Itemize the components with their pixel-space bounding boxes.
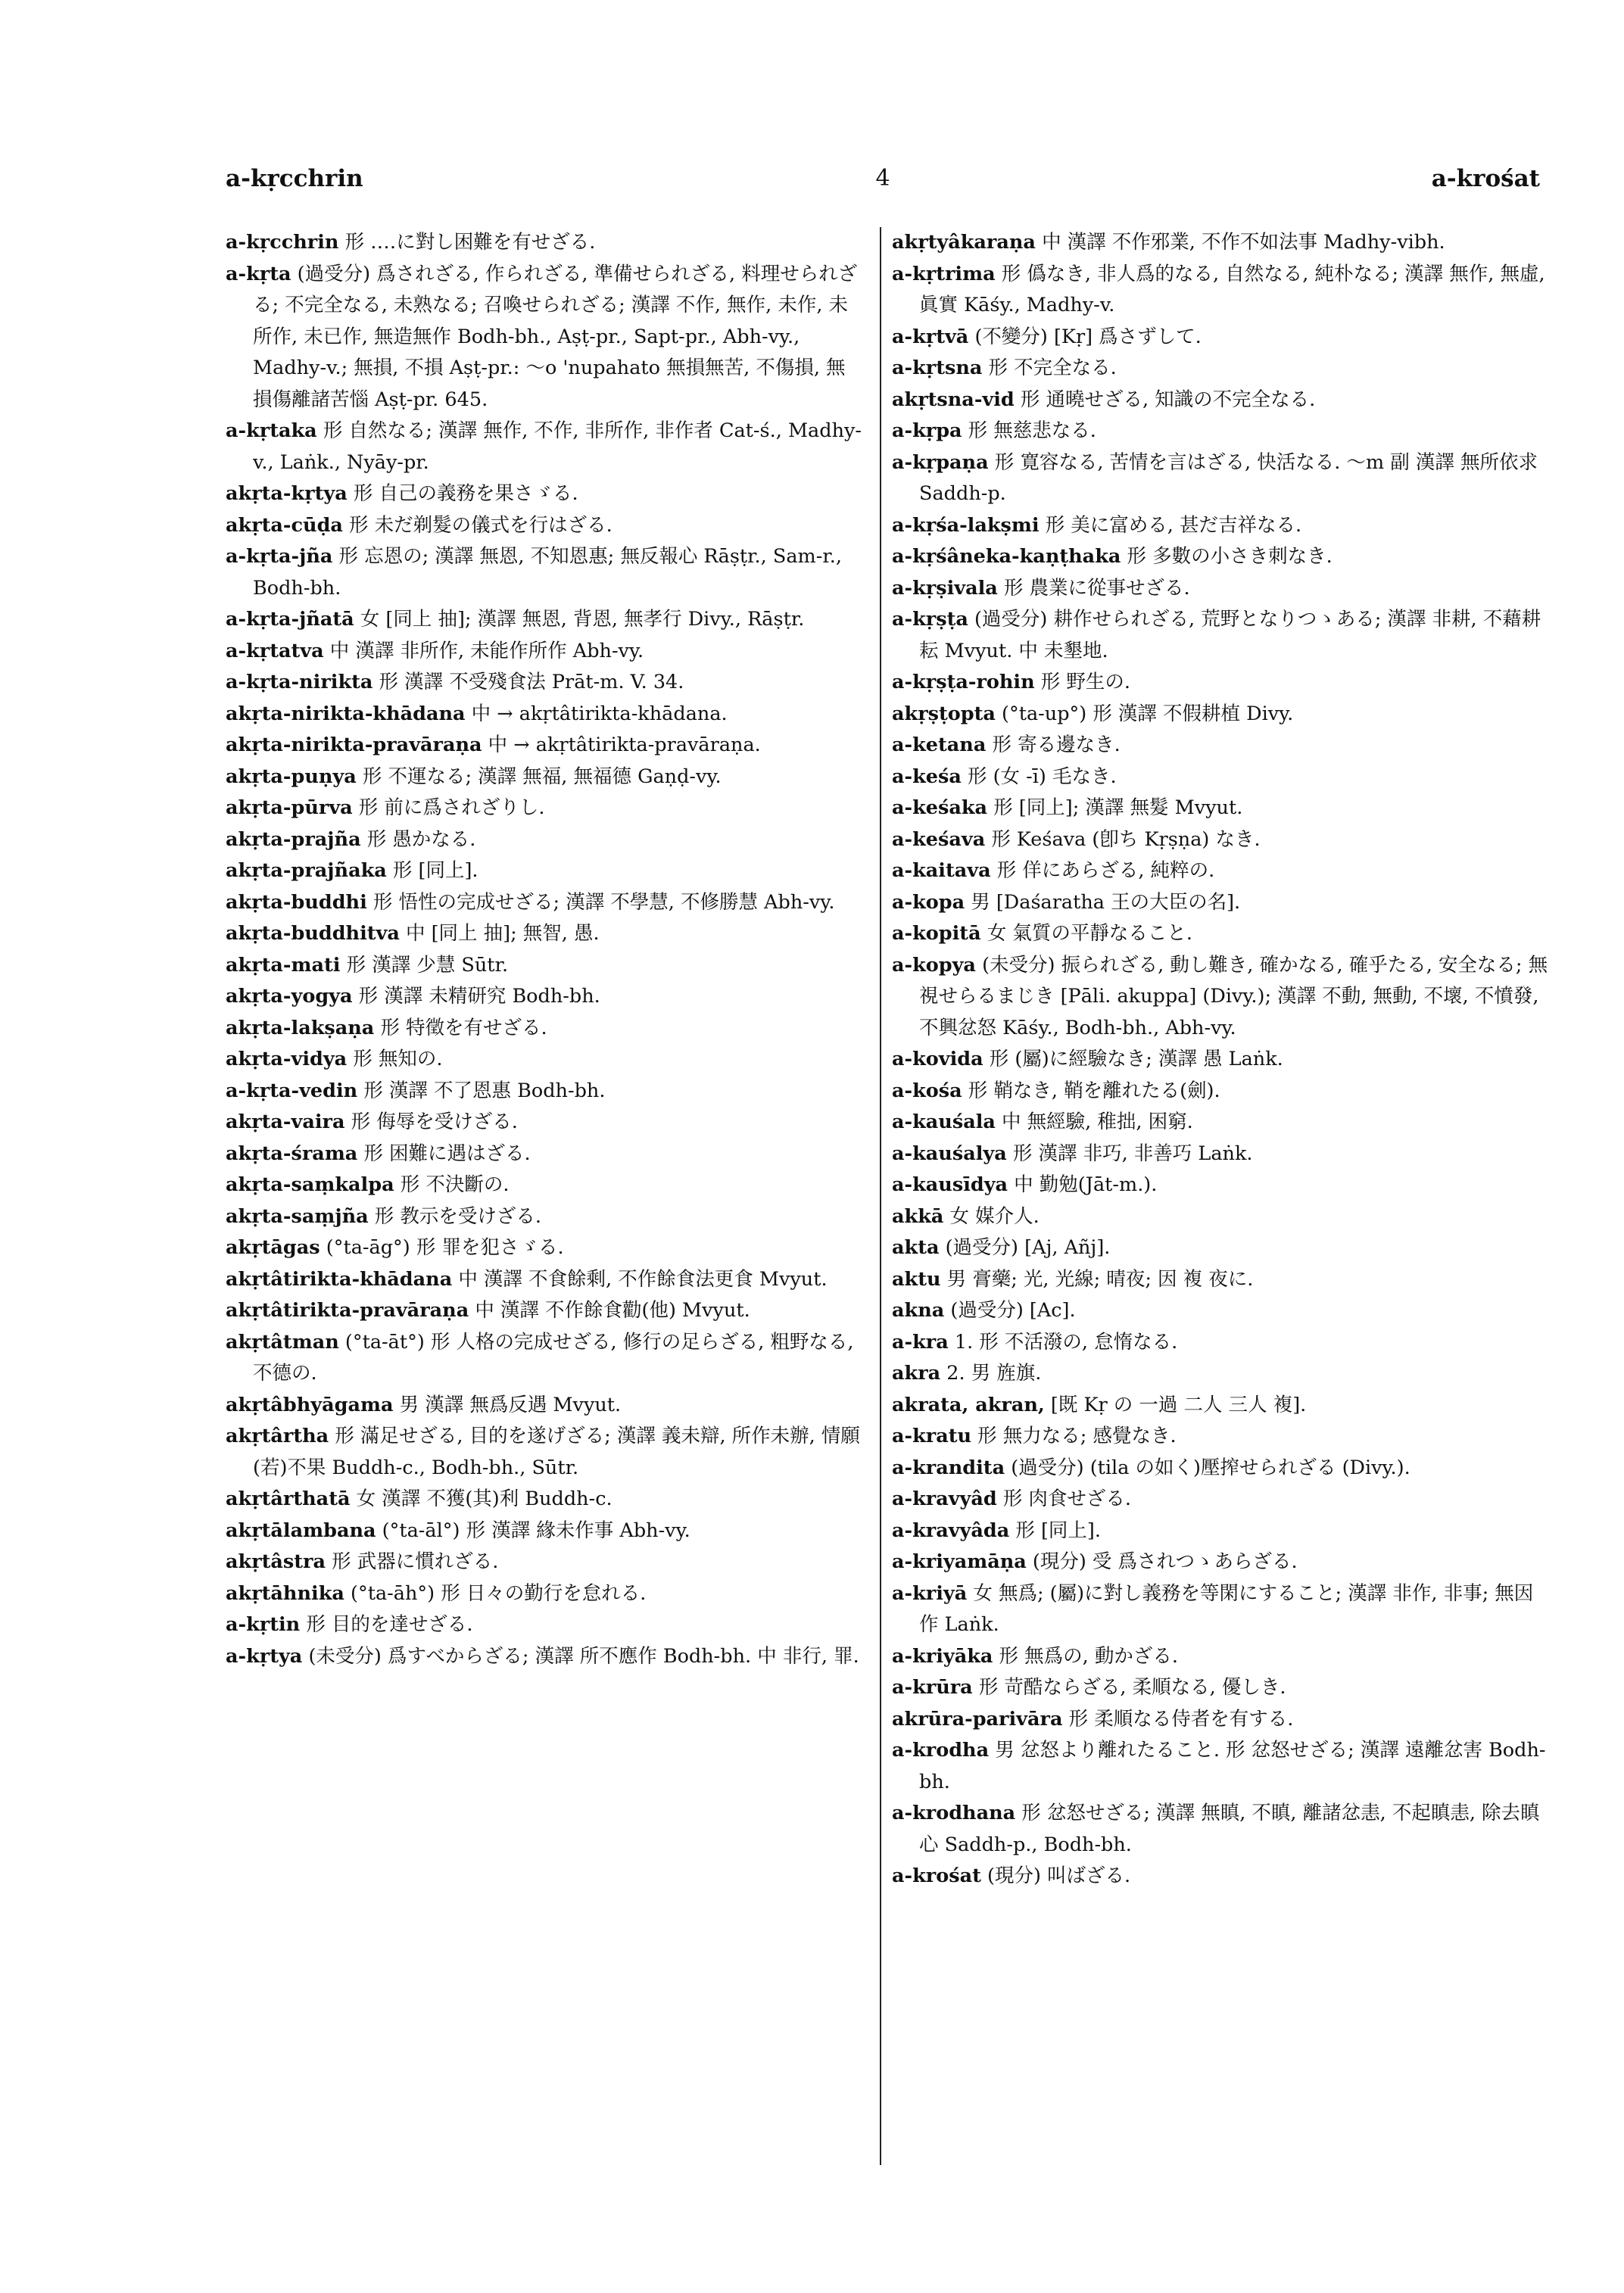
- entry-headword: akṛṣṭopta: [892, 702, 996, 725]
- dictionary-entry: [226, 1641, 863, 1673]
- dictionary-entry: [892, 1641, 1552, 1673]
- entry-definition: 形 困難に遇はざる.: [363, 1142, 531, 1165]
- dictionary-entry: [892, 1861, 1552, 1893]
- entry-definition: [既 Kṛ の 一過 二人 三人 複].: [1050, 1393, 1307, 1416]
- entry-headword: akṛta-buddhi: [226, 890, 367, 914]
- entry-headword: akra: [892, 1362, 941, 1385]
- entry-definition: 形 悟性の完成せざる; 漢譯 不學慧, 不修勝慧 Abh-vy.: [372, 890, 835, 914]
- entry-headword: akṛtsna-vid: [892, 388, 1015, 411]
- entry-definition: 中 漢譯 不作餘食勸(他) Mvyut.: [475, 1299, 750, 1322]
- entry-definition: 形 漢譯 未精研究 Bodh-bh.: [358, 985, 600, 1008]
- entry-headword: akrūra-parivāra: [892, 1707, 1063, 1731]
- entry-definition: 1. 形 不活潑の, 怠惰なる.: [954, 1330, 1178, 1354]
- dictionary-entry: [892, 1672, 1552, 1704]
- entry-headword: a-kṛtvā: [892, 325, 969, 348]
- dictionary-entry: [226, 855, 863, 887]
- entry-headword: akta: [892, 1236, 940, 1259]
- dictionary-entry: [892, 353, 1552, 385]
- entry-definition: 形 前に爲されざりし.: [358, 796, 545, 819]
- entry-headword: akṛta-nirikta-khādana: [226, 702, 466, 725]
- entry-definition: 形 無慈悲なる.: [968, 419, 1096, 442]
- dictionary-entry: [226, 950, 863, 982]
- entry-definition: 形 鞘なき, 鞘を離れたる(劍).: [968, 1079, 1220, 1102]
- dictionary-entry: [226, 1044, 863, 1076]
- dictionary-entry: [226, 1327, 863, 1390]
- dictionary-entry: [226, 1201, 863, 1233]
- entry-definition: 形 漢譯 不受殘食法 Prāt-m. V. 34.: [379, 671, 684, 693]
- entry-headword: akṛta-lakṣaṇa: [226, 1016, 375, 1039]
- dictionary-entry: [226, 1232, 863, 1264]
- dictionary-entry: [226, 604, 863, 636]
- entry-headword: a-krūra: [892, 1676, 973, 1699]
- entry-headword: akṛtâstra: [226, 1550, 326, 1573]
- dictionary-entry: [892, 1264, 1552, 1296]
- entry-headword: a-kṛta-nirikta: [226, 671, 373, 693]
- entry-headword: akṛta-kṛtya: [226, 482, 348, 505]
- entry-definition: 形 忘恩の; 漢譯 無恩, 不知恩惠; 無反報心 Rāṣṭr., Sam-r., Bodh-bh.: [253, 545, 842, 600]
- entry-definition: 形 通曉せざる, 知識の不完全なる.: [1020, 388, 1316, 411]
- entry-definition: (°ta-āl°) 形 漢譯 緣未作事 Abh-vy.: [382, 1519, 690, 1542]
- header-left-guide-word: a-kṛcchrin: [226, 165, 363, 192]
- entry-definition: 形 美に富める, 甚だ吉祥なる.: [1045, 513, 1302, 537]
- dictionary-entry: [892, 1076, 1552, 1108]
- entry-headword: akṛta-yogya: [226, 985, 353, 1008]
- entry-headword: a-kṛtin: [226, 1613, 301, 1636]
- entry-headword: a-kriyāka: [892, 1644, 993, 1668]
- entry-definition: (不變分) [Kṛ] 爲さずして.: [974, 325, 1202, 348]
- entry-definition: 中 勤勉(Jāt-m.).: [1014, 1173, 1158, 1196]
- entry-headword: a-kaitava: [892, 859, 991, 882]
- entry-definition: 形 忿怒せざる; 漢譯 無瞋, 不瞋, 離諸忿恚, 不起瞋恚, 除去瞋心 Saddh-p., Bodh-bh.: [919, 1802, 1540, 1856]
- entry-definition: (°ta-āt°) 形 人格の完成せざる, 修行の足らざる, 粗野なる, 不德の.: [253, 1330, 854, 1385]
- entry-definition: 形 苛酷ならざる, 柔順なる, 優しき.: [978, 1676, 1286, 1699]
- entry-definition: 形 Keśava (卽ち Kṛṣṇa) なき.: [991, 827, 1261, 851]
- dictionary-entry: [892, 918, 1552, 950]
- entry-definition: 形 滿足せざる, 目的を遂げざる; 漢譯 義未辯, 所作未辦, 情願(若)不果 Buddh-c., Bodh-bh., Sūtr.: [253, 1425, 860, 1479]
- dictionary-entry: [892, 1358, 1552, 1390]
- entry-definition: 中 [同上 抽]; 無智, 愚.: [406, 922, 600, 945]
- entry-headword: a-kṛṣṭa: [892, 608, 968, 631]
- dictionary-entry: [226, 510, 863, 542]
- dictionary-entry: [226, 1484, 863, 1516]
- dictionary-entry: [892, 385, 1552, 416]
- dictionary-entry: [892, 1421, 1552, 1453]
- entry-definition: 形 漢譯 不了恩惠 Bodh-bh.: [363, 1079, 606, 1102]
- entry-headword: akṛtāhnika: [226, 1581, 344, 1605]
- entry-headword: akṛta-pūrva: [226, 796, 353, 819]
- dictionary-entry: [892, 541, 1552, 573]
- entry-definition: 形 (女 -ī) 毛なき.: [968, 765, 1117, 788]
- entry-headword: a-krandita: [892, 1456, 1005, 1479]
- dictionary-entry: [892, 824, 1552, 856]
- entry-headword: a-kra: [892, 1330, 949, 1354]
- dictionary-entry: [892, 730, 1552, 762]
- dictionary-entry: [226, 1421, 863, 1484]
- left-column: [226, 227, 863, 2165]
- entry-headword: akṛta-buddhitva: [226, 922, 400, 945]
- dictionary-entry: [226, 1547, 863, 1578]
- entry-headword: a-kṛcchrin: [226, 231, 339, 254]
- dictionary-entry: [892, 667, 1552, 699]
- entry-definition: 形 特徵を有せざる.: [380, 1016, 547, 1039]
- dictionary-entry: [892, 1327, 1552, 1359]
- entry-definition: 形 武器に慣れざる.: [332, 1550, 499, 1573]
- dictionary-entry: [226, 227, 863, 259]
- dictionary-entry: [226, 1390, 863, 1422]
- dictionary-entry: [226, 1295, 863, 1327]
- entry-definition: 形 農業に從事せざる.: [1003, 576, 1190, 600]
- entry-headword: a-kṛta: [226, 262, 291, 285]
- entry-headword: a-kṛśâneka-kaṇṭhaka: [892, 545, 1121, 568]
- dictionary-entry: [892, 1547, 1552, 1578]
- entry-headword: a-kośa: [892, 1079, 962, 1102]
- entry-headword: akṛtālambana: [226, 1519, 376, 1542]
- entry-headword: a-kṛśa-lakṣmi: [892, 513, 1040, 537]
- entry-headword: akṛta-prajñaka: [226, 859, 387, 882]
- dictionary-entry: [892, 762, 1552, 793]
- entry-definition: 形 目的を達せざる.: [306, 1613, 473, 1636]
- entry-headword: a-kravyâd: [892, 1488, 997, 1510]
- entry-headword: akṛtyâkaraṇa: [892, 231, 1036, 254]
- entry-definition: 形 多數の小さき刺なき.: [1127, 545, 1333, 568]
- entry-definition: 形 自然なる; 漢譯 無作, 不作, 非所作, 非作者 Cat-ś., Madhy-v., Laṅk., Nyāy-pr.: [253, 419, 862, 474]
- entry-headword: akṛta-prajña: [226, 827, 361, 851]
- entry-headword: a-krodhana: [892, 1802, 1016, 1824]
- entry-definition: 形 佯にあらざる, 純粹の.: [996, 859, 1215, 882]
- entry-headword: akṛtâtirikta-khādana: [226, 1267, 453, 1291]
- entry-headword: a-kausīdya: [892, 1173, 1008, 1196]
- dictionary-entry: [892, 259, 1552, 322]
- entry-definition: 2. 男 旌旗.: [946, 1362, 1042, 1385]
- entry-headword: a-kṛtrima: [892, 262, 996, 285]
- entry-headword: a-ketana: [892, 734, 987, 756]
- dictionary-entry: [892, 1139, 1552, 1170]
- dictionary-entry: [226, 824, 863, 856]
- entry-headword: a-kriyamāṇa: [892, 1550, 1027, 1573]
- entry-definition: 形 無知の.: [353, 1048, 443, 1070]
- dictionary-entry: [892, 1735, 1552, 1798]
- entry-headword: a-keśa: [892, 765, 962, 788]
- entry-definition: 形 無爲の, 動かざる.: [999, 1644, 1178, 1668]
- dictionary-entry: [226, 416, 863, 478]
- entry-headword: akṛta-mati: [226, 953, 341, 977]
- dictionary-entry: [892, 447, 1552, 510]
- entry-definition: 形 漢譯 少慧 Sūtr.: [346, 953, 509, 977]
- entry-definition: 女 [同上 抽]; 漢譯 無恩, 背恩, 無孝行 Divy., Rāṣṭr.: [360, 608, 805, 631]
- entry-definition: 女 媒介人.: [949, 1204, 1040, 1228]
- entry-definition: 男 忿怒より離れたること. 形 忿怒せざる; 漢譯 遠離忿害 Bodh-bh.: [919, 1739, 1546, 1793]
- dictionary-entry: [892, 1516, 1552, 1547]
- entry-definition: (過受分) 爲されざる, 作られざる, 準備せられざる, 料理せられざる; 不完全なる, 未熟なる; 召喚せられざる; 漢譯 不作, 無作, 未作, 未所作, 未已作, 無造無作 Bodh-bh., Aṣṭ-pr., Sapt-pr., Abh-vy., Madhy-v.; 無損, 不損 Aṣṭ-pr.: ～o 'nupahato 無損無苦, 不傷損, 無損傷離諸苦惱 Aṣṭ-pr. 645.: [253, 262, 858, 411]
- entry-headword: akṛtâtirikta-pravāraṇa: [226, 1299, 469, 1322]
- entry-headword: a-kṛta-vedin: [226, 1079, 358, 1102]
- entry-definition: 形 柔順なる侍者を有する.: [1068, 1707, 1294, 1731]
- entry-headword: a-kopya: [892, 953, 976, 977]
- dictionary-entry: [892, 950, 1552, 1045]
- entry-definition: (過受分) (tila の如く)壓搾せられざる (Divy.).: [1011, 1456, 1410, 1479]
- entry-headword: a-keśaka: [892, 796, 988, 819]
- entry-headword: a-kṛtya: [226, 1644, 303, 1668]
- entry-definition: 男 [Daśaratha 王の大臣の名].: [971, 890, 1241, 914]
- entry-definition: (°ta-āg°) 形 罪を犯さゞる.: [326, 1236, 564, 1259]
- entry-headword: akṛta-saṃjña: [226, 1204, 369, 1228]
- entry-headword: a-kravyâda: [892, 1519, 1010, 1542]
- entry-definition: 男 漢譯 無爲反遇 Mvyut.: [399, 1393, 622, 1416]
- dictionary-entry: [226, 1516, 863, 1547]
- dictionary-entry: [226, 259, 863, 416]
- dictionary-entry: [892, 1484, 1552, 1516]
- entry-definition: 形 愚かなる.: [366, 827, 476, 851]
- entry-definition: (未受分) 振られざる, 動し難き, 確かなる, 確乎たる, 安全なる; 無視せらるまじき [Pāli. akuppa] (Divy.); 漢譯 不動, 無動, 不壞, 不憤發, 不興忿怒 Kāśy., Bodh-bh., Abh-vy.: [919, 953, 1548, 1039]
- entry-definition: 形 不完全なる.: [988, 357, 1117, 379]
- entry-definition: 形 [同上].: [392, 859, 478, 882]
- dictionary-entry: [892, 1044, 1552, 1076]
- dictionary-entry: [892, 855, 1552, 887]
- entry-definition: 形 侮辱を受けざる.: [351, 1111, 518, 1133]
- dictionary-entry: [892, 1201, 1552, 1233]
- entry-definition: (過受分) [Ac].: [950, 1299, 1076, 1322]
- entry-headword: a-kauśalya: [892, 1142, 1007, 1165]
- entry-definition: 形 僞なき, 非人爲的なる, 自然なる, 純朴なる; 漢譯 無作, 無虛, 眞實 Kāśy., Madhy-v.: [919, 262, 1545, 316]
- entry-definition: 女 氣質の平靜なること.: [987, 922, 1192, 945]
- entry-headword: a-kṛṣivala: [892, 576, 998, 600]
- entry-headword: akṛtâbhyāgama: [226, 1393, 394, 1416]
- dictionary-entry: [892, 510, 1552, 542]
- entry-headword: a-kauśala: [892, 1111, 996, 1133]
- dictionary-entry: [226, 541, 863, 604]
- entry-definition: 形 無力なる; 感覺なき.: [977, 1425, 1177, 1447]
- page-number: 4: [875, 165, 890, 192]
- entry-headword: akṛta-saṃkalpa: [226, 1173, 394, 1196]
- entry-definition: 中 漢譯 不食餘剩, 不作餘食法更食 Mvyut.: [458, 1267, 828, 1291]
- entry-headword: a-kopitā: [892, 922, 981, 945]
- entry-headword: a-kṛtatva: [226, 639, 324, 662]
- entry-definition: 形 [同上]; 漢譯 無髮 Mvyut.: [993, 796, 1243, 819]
- right-column: [880, 227, 1552, 2165]
- dictionary-entry: [226, 699, 863, 731]
- entry-definition: 女 漢譯 不獲(其)利 Buddh-c.: [356, 1488, 613, 1510]
- entry-definition: (過受分) [Aj, Añj].: [945, 1236, 1111, 1259]
- entry-headword: a-kṛtaka: [226, 419, 317, 442]
- dictionary-entry: [226, 636, 863, 668]
- dictionary-entry: [892, 793, 1552, 824]
- dictionary-entry: [892, 1453, 1552, 1485]
- entry-definition: 形 ‥‥に對し困難を有せざる.: [344, 231, 596, 254]
- entry-definition: 形 自己の義務を果さゞる.: [353, 482, 578, 505]
- entry-headword: akṛtârthatā: [226, 1488, 351, 1510]
- entry-definition: (未受分) 爲すべからざる; 漢譯 所不應作 Bodh-bh. 中 非行, 罪.: [308, 1644, 859, 1668]
- dictionary-entry: [226, 478, 863, 510]
- entry-definition: (°ta-up°) 形 漢譯 不假耕植 Divy.: [1002, 702, 1294, 725]
- entry-headword: a-kṛta-jña: [226, 545, 333, 568]
- entry-definition: 形 漢譯 非巧, 非善巧 Laṅk.: [1012, 1142, 1253, 1165]
- dictionary-entry: [892, 1232, 1552, 1264]
- entry-definition: 形 教示を受けざる.: [374, 1204, 541, 1228]
- dictionary-entry: [892, 1107, 1552, 1139]
- entry-headword: aktu: [892, 1267, 941, 1291]
- entry-definition: 形 (屬)に經驗なき; 漢譯 愚 Laṅk.: [989, 1048, 1283, 1070]
- dictionary-entry: [892, 573, 1552, 605]
- dictionary-entry: [226, 887, 863, 919]
- entry-definition: 形 野生の.: [1040, 671, 1130, 693]
- entry-definition: (過受分) 耕作せられざる, 荒野となりつゝある; 漢譯 非耕, 不藉耕耘 Mvyut. 中 未墾地.: [919, 608, 1541, 662]
- entry-headword: akṛta-śrama: [226, 1142, 358, 1165]
- dictionary-entry: [892, 1390, 1552, 1422]
- entry-headword: akṛta-nirikta-pravāraṇa: [226, 734, 482, 756]
- entry-headword: akṛtāgas: [226, 1236, 320, 1259]
- entry-definition: 中 → akṛtâtirikta-khādana.: [471, 702, 728, 725]
- dictionary-entry: [892, 322, 1552, 354]
- dictionary-entry: [226, 918, 863, 950]
- entry-headword: a-kovida: [892, 1048, 983, 1070]
- entry-definition: 形 未だ剃髮の儀式を行はざる.: [349, 513, 613, 537]
- entry-definition: 女 無爲; (屬)に對し義務を等閑にすること; 漢譯 非作, 非事; 無因作 Laṅk.: [919, 1581, 1534, 1636]
- entry-headword: akṛta-vidya: [226, 1048, 348, 1070]
- entry-definition: 形 肉食せざる.: [1002, 1488, 1132, 1510]
- entry-headword: a-krodha: [892, 1739, 990, 1762]
- entry-headword: akṛtârtha: [226, 1425, 329, 1447]
- entry-definition: 中 無經驗, 稚拙, 困窮.: [1002, 1111, 1193, 1133]
- dictionary-entry: [226, 793, 863, 824]
- entry-headword: a-kriyā: [892, 1581, 968, 1605]
- dictionary-entry: [226, 1013, 863, 1045]
- dictionary-entry: [226, 1170, 863, 1201]
- entry-headword: akṛta-puṇya: [226, 765, 357, 788]
- dictionary-entry: [226, 1107, 863, 1139]
- entry-headword: akrata, akran,: [892, 1393, 1045, 1416]
- entry-headword: a-kṛtsna: [892, 357, 983, 379]
- entry-definition: 中 漢譯 不作邪業, 不作不如法事 Madhy-vibh.: [1042, 231, 1445, 254]
- entry-headword: akṛtâtman: [226, 1330, 339, 1354]
- entry-definition: 形 [同上].: [1015, 1519, 1101, 1542]
- dictionary-entry: [892, 1798, 1552, 1861]
- entry-definition: (現分) 受 爲されつゝあらざる.: [1032, 1550, 1298, 1573]
- entry-definition: 形 不決斷の.: [400, 1173, 510, 1196]
- entry-definition: 形 寛容なる, 苦情を言はざる, 快活なる. ～m 副 漢譯 無所依求 Saddh-p.: [919, 450, 1538, 505]
- dictionary-entry: [226, 730, 863, 762]
- entry-definition: 形 寄る邊なき.: [992, 734, 1121, 756]
- entry-headword: a-kṛpa: [892, 419, 962, 442]
- dictionary-entry: [892, 1295, 1552, 1327]
- page-header: [226, 165, 1540, 201]
- dictionary-entry: [892, 1170, 1552, 1201]
- header-right-guide-word: a-krośat: [1431, 165, 1540, 192]
- dictionary-entry: [892, 887, 1552, 919]
- entry-headword: a-keśava: [892, 827, 986, 851]
- entry-headword: a-kṛṣṭa-rohin: [892, 671, 1035, 693]
- dictionary-entry: [892, 1704, 1552, 1736]
- entry-headword: akṛta-cūḍa: [226, 513, 343, 537]
- entry-headword: a-kopa: [892, 890, 965, 914]
- dictionary-entry: [892, 699, 1552, 731]
- dictionary-entry: [226, 981, 863, 1013]
- entry-definition: (現分) 叫ばざる.: [987, 1865, 1131, 1887]
- entry-headword: akkā: [892, 1204, 944, 1228]
- entry-definition: 中 漢譯 非所作, 未能作所作 Abh-vy.: [329, 639, 644, 662]
- entry-definition: (°ta-āh°) 形 日々の勤行を怠れる.: [351, 1581, 647, 1605]
- dictionary-entry: [226, 1578, 863, 1610]
- dictionary-entry: [892, 1578, 1552, 1641]
- entry-headword: akṛta-vaira: [226, 1111, 345, 1133]
- entry-headword: a-krośat: [892, 1865, 981, 1887]
- dictionary-entry: [892, 416, 1552, 447]
- entry-definition: 男 膏藥; 光, 光線; 晴夜; 因 複 夜に.: [946, 1267, 1254, 1291]
- dictionary-entry: [226, 1264, 863, 1296]
- dictionary-entry: [892, 604, 1552, 667]
- entry-headword: a-kṛta-jñatā: [226, 608, 354, 631]
- dictionary-entry: [226, 1609, 863, 1641]
- entry-headword: a-kṛpaṇa: [892, 450, 989, 474]
- dictionary-entry: [226, 762, 863, 793]
- dictionary-entry: [226, 1076, 863, 1108]
- entry-definition: 中 → akṛtâtirikta-pravāraṇa.: [488, 734, 761, 756]
- entry-definition: 形 不運なる; 漢譯 無福, 無福德 Gaṇḍ-vy.: [362, 765, 722, 788]
- dictionary-entry: [892, 227, 1552, 259]
- entry-headword: a-kratu: [892, 1425, 972, 1447]
- entry-headword: akna: [892, 1299, 945, 1322]
- dictionary-entry: [226, 1139, 863, 1170]
- dictionary-entry: [226, 667, 863, 699]
